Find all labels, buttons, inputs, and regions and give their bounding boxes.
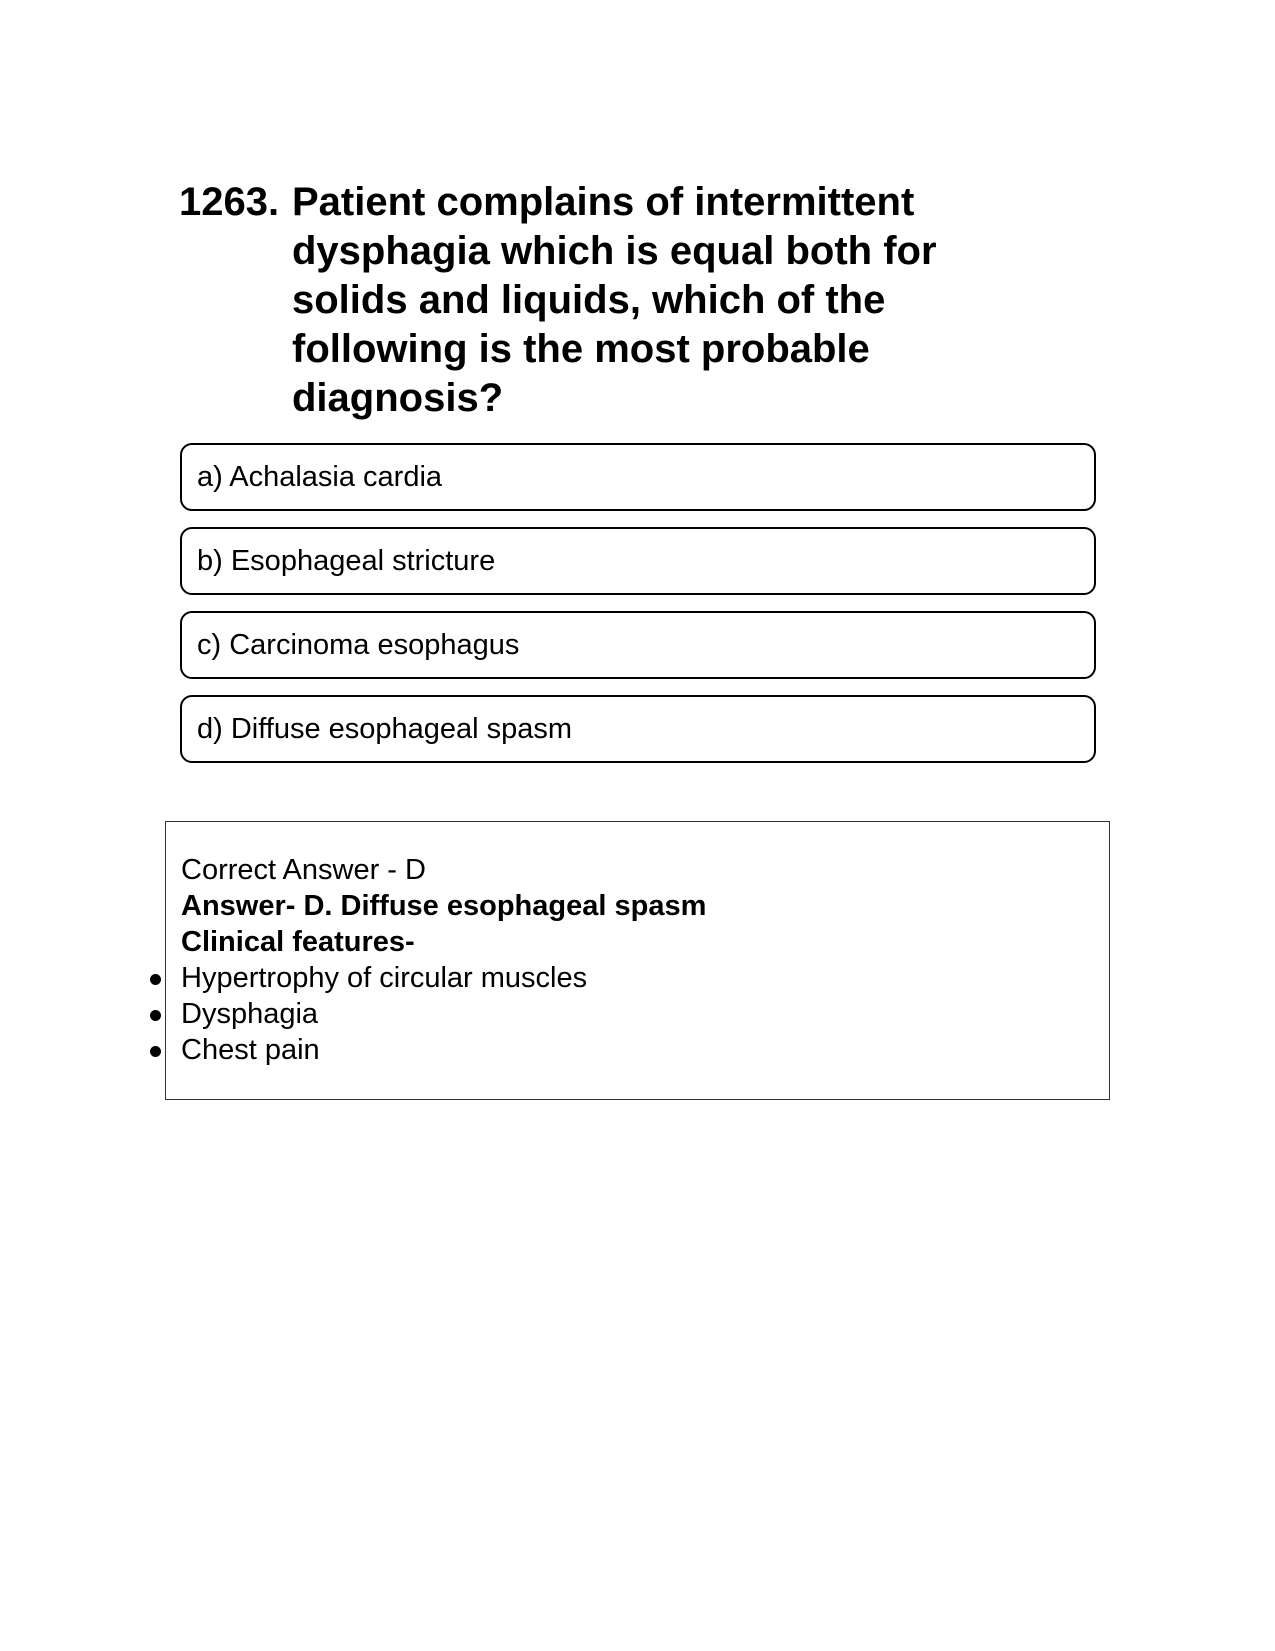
answer-content [181, 852, 1081, 1068]
question-text: Patient complains of intermittent dysphagia which is equal both for solids and liquids, which of the following is the most probable diagnosis? [292, 180, 937, 420]
question [179, 178, 1019, 423]
answer-explanation-line: Answer- D. Diffuse esophageal spasm [181, 890, 707, 922]
clinical-features-list [181, 960, 1081, 1068]
list-item [181, 1032, 1081, 1068]
clinical-features-heading: Clinical features- [181, 926, 415, 958]
options-list [180, 443, 1096, 779]
feature-text: Hypertrophy of circular muscles [181, 962, 588, 994]
option-a[interactable]: a) Achalasia cardia [180, 443, 1096, 511]
feature-text: Chest pain [181, 1034, 320, 1066]
bullet-icon [150, 974, 161, 985]
bullet-icon [150, 1010, 161, 1021]
correct-answer-line: Correct Answer - D [181, 854, 426, 886]
bullet-icon [150, 1046, 161, 1057]
list-item [181, 960, 1081, 996]
feature-text: Dysphagia [181, 998, 319, 1030]
option-d[interactable]: d) Diffuse esophageal spasm [180, 695, 1096, 763]
option-c[interactable]: c) Carcinoma esophagus [180, 611, 1096, 679]
list-item [181, 996, 1081, 1032]
option-b[interactable]: b) Esophageal stricture [180, 527, 1096, 595]
question-number: 1263. [179, 180, 280, 224]
